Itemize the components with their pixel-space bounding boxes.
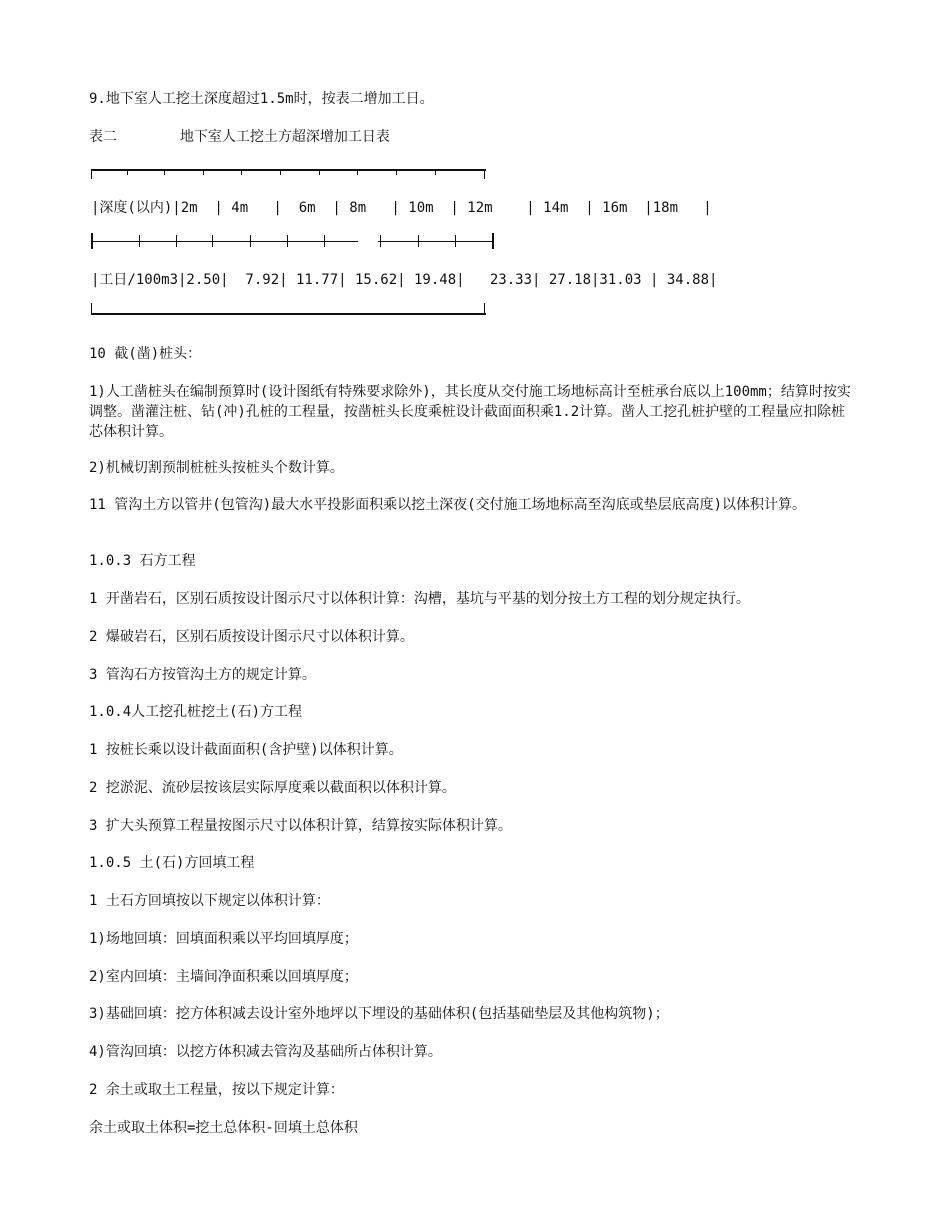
table-caption-title: 地下室人工挖土方超深增加工日表 [179, 129, 390, 145]
table-tick [91, 169, 92, 179]
table-mid-border-right [378, 241, 493, 242]
pile-item-3: 3 扩大头预算工程量按图示尺寸以体积计算，结算按实际体积计算。 [89, 818, 512, 834]
table-tick [319, 169, 320, 175]
table-tick [127, 169, 128, 175]
section-10-item-2: 2)机械切割预制桩桩头按桩头个数计算。 [89, 460, 344, 476]
backfill-sub-1: 1)场地回填：回填面积乘以平均回填厚度； [89, 931, 358, 947]
rock-item-1: 1 开凿岩石，区别石质按设计图示尺寸以体积计算：沟槽，基坑与平基的划分按土方工程的划分规定执行。 [89, 591, 750, 607]
table-tick [164, 169, 165, 175]
table-tick [484, 303, 485, 313]
backfill-sub-2: 2)室内回填：主墙间净面积乘以回填厚度； [89, 969, 358, 985]
table-tick [91, 303, 92, 313]
table-mid-border-left [91, 241, 358, 242]
table-tick [203, 169, 204, 175]
table-bottom-border [91, 313, 486, 315]
depth-row: |深度(以内)|2m | 4m | 6m | 8m | 10m | 12m | 14m | 16m |18m | [91, 200, 712, 216]
table-tick [241, 169, 242, 175]
table-tick [380, 235, 381, 247]
table-caption-label: 表二 [89, 129, 117, 145]
heading-1-0-4: 1.0.4人工挖孔桩挖土(石)方工程 [89, 704, 303, 720]
table-tick [418, 235, 419, 247]
table-caption [89, 127, 390, 147]
value-row: |工日/100m3|2.50| 7.92| 11.77| 15.62| 19.48| 23.33| 27.18|31.03 | 34.88| [91, 272, 718, 288]
table-tick [455, 235, 456, 247]
table-tick [91, 233, 93, 249]
table-tick [250, 235, 251, 247]
heading-1-0-5: 1.0.5 土(石)方回填工程 [89, 855, 255, 871]
section-11: 11 管沟土方以管井(包管沟)最大水平投影面积乘以挖土深夜(交付施工场地标高至沟底或垫层底高度)以体积计算。 [89, 497, 806, 513]
intro-text: 9.地下室人工挖土深度超过1.5m时，按表二增加工日。 [89, 91, 434, 107]
table-tick [396, 169, 397, 175]
section-10-heading: 10 截(凿)桩头： [89, 346, 202, 362]
table-tick [139, 235, 140, 247]
table-tick [324, 235, 325, 247]
pile-item-1: 1 按桩长乘以设计截面面积(含护壁)以体积计算。 [89, 742, 403, 758]
spoil-item-2: 2 余土或取土工程量，按以下规定计算： [89, 1082, 344, 1098]
table-tick [492, 233, 494, 249]
section-10-item-1: 1)人工凿桩头在编制预算时(设计图纸有特殊要求除外)，其长度从交付施工场地标高计至桩承台底以上100mm；结算时按实调整。凿灌注桩、钻(冲)孔桩的工程量，按凿桩头长度乘桩设计截面面积乘1.2计算。凿人工挖孔桩护壁的工程量应扣除桩芯体积计算。 [89, 384, 851, 440]
pile-item-2: 2 挖淤泥、流砂层按该层实际厚度乘以截面积以体积计算。 [89, 780, 456, 796]
rock-item-3: 3 管沟石方按管沟土方的规定计算。 [89, 667, 316, 683]
backfill-sub-3: 3)基础回填：挖方体积减去设计室外地坪以下埋设的基础体积(包括基础垫层及其他构筑物)； [89, 1006, 669, 1022]
backfill-sub-4: 4)管沟回填：以挖方体积减去管沟及基础所占体积计算。 [89, 1044, 442, 1060]
table-tick [484, 169, 485, 179]
table-tick [357, 169, 358, 175]
table-tick [176, 235, 177, 247]
backfill-item-1: 1 土石方回填按以下规定以体积计算： [89, 893, 330, 909]
table-tick [435, 169, 436, 175]
spoil-formula: 余土或取土体积=挖土总体积-回填土总体积 [89, 1120, 358, 1136]
table-tick [287, 235, 288, 247]
rock-item-2: 2 爆破岩石，区别石质按设计图示尺寸以体积计算。 [89, 629, 414, 645]
heading-1-0-3: 1.0.3 石方工程 [89, 553, 196, 569]
table-tick [280, 169, 281, 175]
table-top-border [91, 169, 486, 171]
table-tick [212, 235, 213, 247]
